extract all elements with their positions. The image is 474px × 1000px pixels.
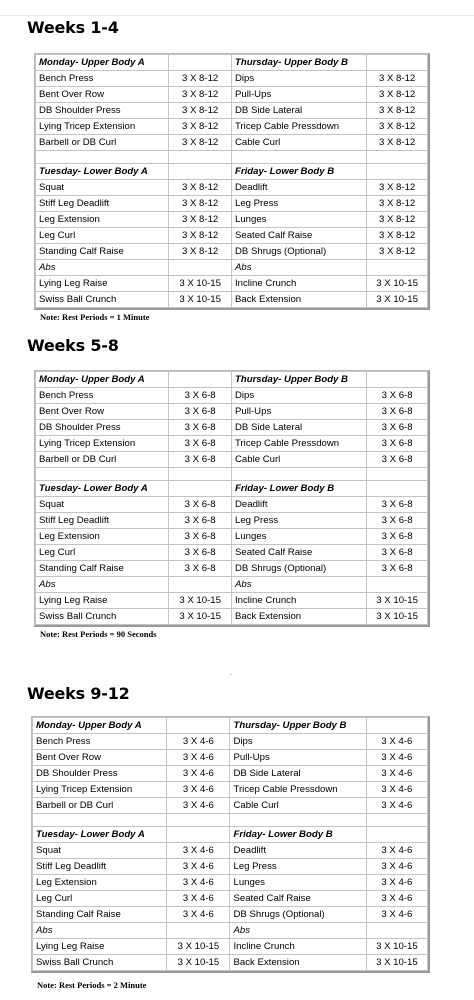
exercise-name: DB Shoulder Press bbox=[36, 420, 169, 436]
sets-reps: 3 X 6-8 bbox=[367, 452, 428, 468]
exercise-name: Barbell or DB Curl bbox=[36, 135, 169, 151]
exercise-name: Barbell or DB Curl bbox=[33, 798, 167, 814]
workout-table bbox=[34, 370, 430, 627]
day-header: Thursday- Upper Body B bbox=[230, 718, 366, 734]
exercise-name: Lunges bbox=[231, 212, 366, 228]
day-header: Thursday- Upper Body B bbox=[231, 372, 366, 388]
day-header: Monday- Upper Body A bbox=[36, 372, 169, 388]
separator-row bbox=[33, 814, 428, 827]
day-header: Monday- Upper Body A bbox=[33, 718, 167, 734]
sets-reps: 3 X 8-12 bbox=[169, 244, 232, 260]
rest-note: Note: Rest Periods = 2 Minute bbox=[37, 980, 147, 990]
day-header: Tuesday- Lower Body A bbox=[33, 827, 167, 843]
sets-reps: 3 X 6-8 bbox=[367, 513, 428, 529]
exercise-row bbox=[33, 859, 428, 875]
exercise-name: Tricep Cable Pressdown bbox=[231, 436, 366, 452]
sets-reps: 3 X 6-8 bbox=[169, 497, 232, 513]
exercise-name: DB Shoulder Press bbox=[36, 103, 169, 119]
exercise-name: Dips bbox=[231, 388, 366, 404]
sets-reps: 3 X 6-8 bbox=[169, 529, 232, 545]
sets-reps: 3 X 10-15 bbox=[167, 939, 230, 955]
sets-reps: 3 X 8-12 bbox=[367, 87, 428, 103]
sets-reps: 3 X 4-6 bbox=[366, 734, 427, 750]
exercise-row bbox=[36, 545, 428, 561]
exercise-row bbox=[36, 212, 428, 228]
separator-row bbox=[36, 468, 428, 481]
exercise-name: Lying Leg Raise bbox=[36, 593, 169, 609]
exercise-row bbox=[36, 497, 428, 513]
sets-reps: 3 X 8-12 bbox=[169, 180, 232, 196]
exercise-name: Lying Tricep Extension bbox=[36, 119, 169, 135]
day-header-row bbox=[36, 481, 428, 497]
sets-reps: 3 X 6-8 bbox=[367, 436, 428, 452]
exercise-name: Leg Extension bbox=[36, 212, 169, 228]
exercise-name: Bent Over Row bbox=[36, 87, 169, 103]
empty-cell bbox=[231, 468, 366, 481]
abs-label-row bbox=[36, 577, 428, 593]
day-header: Friday- Lower Body B bbox=[231, 481, 366, 497]
exercise-row bbox=[36, 561, 428, 577]
day-header: Tuesday- Lower Body A bbox=[36, 481, 169, 497]
exercise-table bbox=[32, 717, 428, 971]
exercise-row bbox=[36, 404, 428, 420]
phase-title: Weeks 5-8 bbox=[27, 336, 119, 355]
exercise-name: Barbell or DB Curl bbox=[36, 452, 169, 468]
sets-reps: 3 X 4-6 bbox=[167, 750, 230, 766]
exercise-row bbox=[33, 798, 428, 814]
exercise-row bbox=[33, 939, 428, 955]
exercise-row bbox=[36, 529, 428, 545]
exercise-name: Cable Curl bbox=[231, 452, 366, 468]
sets-reps: 3 X 6-8 bbox=[169, 420, 232, 436]
exercise-name: DB Shrugs (Optional) bbox=[231, 561, 366, 577]
exercise-name: Lying Leg Raise bbox=[36, 276, 169, 292]
rest-note: Note: Rest Periods = 90 Seconds bbox=[40, 629, 157, 639]
exercise-row bbox=[36, 71, 428, 87]
exercise-name: Cable Curl bbox=[231, 135, 366, 151]
sets-reps: 3 X 4-6 bbox=[167, 891, 230, 907]
exercise-name: Incline Crunch bbox=[230, 939, 366, 955]
empty-cell bbox=[169, 260, 232, 276]
exercise-row bbox=[36, 135, 428, 151]
sets-reps: 3 X 6-8 bbox=[367, 545, 428, 561]
sets-reps: 3 X 8-12 bbox=[367, 71, 428, 87]
empty-cell bbox=[33, 814, 167, 827]
exercise-row bbox=[36, 436, 428, 452]
day-header: Friday- Lower Body B bbox=[230, 827, 366, 843]
exercise-name: DB Shoulder Press bbox=[33, 766, 167, 782]
empty-cell bbox=[367, 468, 428, 481]
sets-reps: 3 X 4-6 bbox=[167, 907, 230, 923]
sets-reps: 3 X 10-15 bbox=[167, 955, 230, 971]
exercise-name: Dips bbox=[231, 71, 366, 87]
exercise-name: Stiff Leg Deadlift bbox=[36, 196, 169, 212]
empty-cell bbox=[367, 481, 428, 497]
abs-label: Abs bbox=[231, 577, 366, 593]
empty-cell bbox=[169, 55, 232, 71]
exercise-row bbox=[33, 766, 428, 782]
exercise-row bbox=[36, 513, 428, 529]
top-divider bbox=[0, 15, 474, 16]
sets-reps: 3 X 4-6 bbox=[366, 891, 427, 907]
exercise-row bbox=[36, 119, 428, 135]
empty-cell bbox=[169, 577, 232, 593]
sets-reps: 3 X 4-6 bbox=[366, 859, 427, 875]
exercise-name: Seated Calf Raise bbox=[231, 545, 366, 561]
day-header: Friday- Lower Body B bbox=[231, 164, 366, 180]
exercise-name: Lunges bbox=[231, 529, 366, 545]
exercise-name: Pull-Ups bbox=[230, 750, 366, 766]
sets-reps: 3 X 10-15 bbox=[169, 276, 232, 292]
exercise-name: Swiss Ball Crunch bbox=[36, 609, 169, 625]
exercise-name: Pull-Ups bbox=[231, 404, 366, 420]
sets-reps: 3 X 6-8 bbox=[169, 388, 232, 404]
sets-reps: 3 X 8-12 bbox=[367, 135, 428, 151]
exercise-name: Leg Press bbox=[230, 859, 366, 875]
exercise-row bbox=[36, 196, 428, 212]
exercise-name: Cable Curl bbox=[230, 798, 366, 814]
exercise-name: Leg Curl bbox=[36, 545, 169, 561]
empty-cell bbox=[367, 260, 428, 276]
exercise-name: Seated Calf Raise bbox=[231, 228, 366, 244]
day-header: Tuesday- Lower Body A bbox=[36, 164, 169, 180]
sets-reps: 3 X 10-15 bbox=[367, 609, 428, 625]
stray-mark: . bbox=[230, 668, 233, 677]
sets-reps: 3 X 8-12 bbox=[367, 103, 428, 119]
exercise-name: Deadlift bbox=[230, 843, 366, 859]
phase-title: Weeks 1-4 bbox=[27, 18, 119, 37]
exercise-row bbox=[36, 452, 428, 468]
exercise-row bbox=[33, 843, 428, 859]
exercise-name: Pull-Ups bbox=[231, 87, 366, 103]
sets-reps: 3 X 8-12 bbox=[367, 119, 428, 135]
day-header-row bbox=[36, 372, 428, 388]
sets-reps: 3 X 8-12 bbox=[169, 119, 232, 135]
abs-label: Abs bbox=[230, 923, 366, 939]
sets-reps: 3 X 4-6 bbox=[167, 734, 230, 750]
exercise-name: Lying Leg Raise bbox=[33, 939, 167, 955]
exercise-name: DB Shrugs (Optional) bbox=[231, 244, 366, 260]
exercise-name: Bench Press bbox=[33, 734, 167, 750]
exercise-name: Standing Calf Raise bbox=[36, 561, 169, 577]
exercise-name: Leg Extension bbox=[33, 875, 167, 891]
sets-reps: 3 X 4-6 bbox=[366, 843, 427, 859]
sets-reps: 3 X 8-12 bbox=[169, 228, 232, 244]
sets-reps: 3 X 10-15 bbox=[367, 276, 428, 292]
empty-cell bbox=[169, 372, 232, 388]
exercise-row bbox=[33, 907, 428, 923]
exercise-row bbox=[36, 420, 428, 436]
sets-reps: 3 X 6-8 bbox=[169, 404, 232, 420]
empty-cell bbox=[169, 481, 232, 497]
exercise-row bbox=[36, 180, 428, 196]
sets-reps: 3 X 4-6 bbox=[167, 875, 230, 891]
exercise-name: Squat bbox=[36, 497, 169, 513]
empty-cell bbox=[169, 151, 232, 164]
exercise-row bbox=[36, 593, 428, 609]
sets-reps: 3 X 10-15 bbox=[367, 593, 428, 609]
sets-reps: 3 X 6-8 bbox=[367, 420, 428, 436]
sets-reps: 3 X 10-15 bbox=[169, 292, 232, 308]
sets-reps: 3 X 8-12 bbox=[367, 180, 428, 196]
sets-reps: 3 X 8-12 bbox=[169, 103, 232, 119]
day-header: Monday- Upper Body A bbox=[36, 55, 169, 71]
exercise-name: Tricep Cable Pressdown bbox=[230, 782, 366, 798]
empty-cell bbox=[167, 814, 230, 827]
exercise-name: Incline Crunch bbox=[231, 276, 366, 292]
exercise-row bbox=[33, 782, 428, 798]
rest-note: Note: Rest Periods = 1 Minute bbox=[40, 312, 150, 322]
sets-reps: 3 X 6-8 bbox=[367, 388, 428, 404]
exercise-name: DB Shrugs (Optional) bbox=[230, 907, 366, 923]
exercise-name: Squat bbox=[36, 180, 169, 196]
empty-cell bbox=[169, 468, 232, 481]
sets-reps: 3 X 6-8 bbox=[169, 452, 232, 468]
exercise-name: Lying Tricep Extension bbox=[36, 436, 169, 452]
exercise-name: Swiss Ball Crunch bbox=[36, 292, 169, 308]
empty-cell bbox=[167, 923, 230, 939]
exercise-name: Standing Calf Raise bbox=[33, 907, 167, 923]
sets-reps: 3 X 4-6 bbox=[167, 859, 230, 875]
sets-reps: 3 X 8-12 bbox=[367, 228, 428, 244]
exercise-name: Leg Press bbox=[231, 196, 366, 212]
sets-reps: 3 X 4-6 bbox=[167, 782, 230, 798]
sets-reps: 3 X 6-8 bbox=[169, 561, 232, 577]
empty-cell bbox=[366, 718, 427, 734]
exercise-table bbox=[35, 371, 428, 625]
exercise-name: Bench Press bbox=[36, 388, 169, 404]
sets-reps: 3 X 8-12 bbox=[169, 87, 232, 103]
sets-reps: 3 X 4-6 bbox=[366, 750, 427, 766]
sets-reps: 3 X 6-8 bbox=[367, 404, 428, 420]
day-header: Thursday- Upper Body B bbox=[231, 55, 366, 71]
empty-cell bbox=[169, 164, 232, 180]
day-header-row bbox=[33, 718, 428, 734]
exercise-row bbox=[36, 103, 428, 119]
exercise-name: DB Side Lateral bbox=[231, 420, 366, 436]
sets-reps: 3 X 4-6 bbox=[366, 875, 427, 891]
sets-reps: 3 X 10-15 bbox=[367, 292, 428, 308]
empty-cell bbox=[167, 827, 230, 843]
abs-label: Abs bbox=[36, 577, 169, 593]
sets-reps: 3 X 10-15 bbox=[366, 939, 427, 955]
sets-reps: 3 X 8-12 bbox=[367, 244, 428, 260]
empty-cell bbox=[36, 468, 169, 481]
empty-cell bbox=[167, 718, 230, 734]
exercise-row bbox=[36, 276, 428, 292]
exercise-name: Tricep Cable Pressdown bbox=[231, 119, 366, 135]
empty-cell bbox=[367, 151, 428, 164]
exercise-name: Deadlift bbox=[231, 180, 366, 196]
empty-cell bbox=[366, 814, 427, 827]
abs-label-row bbox=[36, 260, 428, 276]
exercise-row bbox=[33, 955, 428, 971]
exercise-name: Deadlift bbox=[231, 497, 366, 513]
day-header-row bbox=[33, 827, 428, 843]
empty-cell bbox=[366, 827, 427, 843]
empty-cell bbox=[367, 164, 428, 180]
exercise-row bbox=[33, 734, 428, 750]
sets-reps: 3 X 6-8 bbox=[169, 436, 232, 452]
sets-reps: 3 X 8-12 bbox=[169, 71, 232, 87]
empty-cell bbox=[36, 151, 169, 164]
sets-reps: 3 X 8-12 bbox=[367, 196, 428, 212]
exercise-name: Stiff Leg Deadlift bbox=[36, 513, 169, 529]
sets-reps: 3 X 4-6 bbox=[167, 843, 230, 859]
sets-reps: 3 X 8-12 bbox=[169, 196, 232, 212]
exercise-name: Leg Curl bbox=[36, 228, 169, 244]
day-header-row bbox=[36, 164, 428, 180]
empty-cell bbox=[231, 151, 366, 164]
exercise-row bbox=[36, 244, 428, 260]
sets-reps: 3 X 6-8 bbox=[169, 513, 232, 529]
exercise-name: Seated Calf Raise bbox=[230, 891, 366, 907]
exercise-name: Squat bbox=[33, 843, 167, 859]
exercise-table bbox=[35, 54, 428, 308]
empty-cell bbox=[230, 814, 366, 827]
exercise-name: Leg Press bbox=[231, 513, 366, 529]
exercise-row bbox=[33, 875, 428, 891]
sets-reps: 3 X 8-12 bbox=[169, 135, 232, 151]
exercise-name: Bent Over Row bbox=[33, 750, 167, 766]
workout-table bbox=[34, 53, 430, 310]
sets-reps: 3 X 6-8 bbox=[169, 545, 232, 561]
sets-reps: 3 X 10-15 bbox=[366, 955, 427, 971]
sets-reps: 3 X 4-6 bbox=[366, 798, 427, 814]
exercise-name: Dips bbox=[230, 734, 366, 750]
sets-reps: 3 X 4-6 bbox=[366, 766, 427, 782]
abs-label-row bbox=[33, 923, 428, 939]
exercise-row bbox=[36, 228, 428, 244]
exercise-name: DB Side Lateral bbox=[230, 766, 366, 782]
sets-reps: 3 X 10-15 bbox=[169, 593, 232, 609]
sets-reps: 3 X 8-12 bbox=[169, 212, 232, 228]
exercise-name: DB Side Lateral bbox=[231, 103, 366, 119]
exercise-row bbox=[33, 750, 428, 766]
sets-reps: 3 X 10-15 bbox=[169, 609, 232, 625]
empty-cell bbox=[367, 577, 428, 593]
abs-label: Abs bbox=[231, 260, 366, 276]
day-header-row bbox=[36, 55, 428, 71]
abs-label: Abs bbox=[33, 923, 167, 939]
exercise-name: Stiff Leg Deadlift bbox=[33, 859, 167, 875]
exercise-name: Lunges bbox=[230, 875, 366, 891]
exercise-name: Bench Press bbox=[36, 71, 169, 87]
exercise-row bbox=[36, 87, 428, 103]
empty-cell bbox=[367, 55, 428, 71]
sets-reps: 3 X 4-6 bbox=[366, 782, 427, 798]
exercise-name: Incline Crunch bbox=[231, 593, 366, 609]
exercise-row bbox=[33, 891, 428, 907]
empty-cell bbox=[367, 372, 428, 388]
exercise-row bbox=[36, 292, 428, 308]
empty-cell bbox=[366, 923, 427, 939]
sets-reps: 3 X 6-8 bbox=[367, 529, 428, 545]
exercise-row bbox=[36, 609, 428, 625]
sets-reps: 3 X 4-6 bbox=[366, 907, 427, 923]
sets-reps: 3 X 4-6 bbox=[167, 766, 230, 782]
exercise-name: Lying Tricep Extension bbox=[33, 782, 167, 798]
sets-reps: 3 X 8-12 bbox=[367, 212, 428, 228]
exercise-row bbox=[36, 388, 428, 404]
workout-table bbox=[31, 716, 430, 973]
abs-label: Abs bbox=[36, 260, 169, 276]
exercise-name: Leg Extension bbox=[36, 529, 169, 545]
sets-reps: 3 X 6-8 bbox=[367, 497, 428, 513]
exercise-name: Back Extension bbox=[230, 955, 366, 971]
sets-reps: 3 X 6-8 bbox=[367, 561, 428, 577]
phase-title: Weeks 9-12 bbox=[27, 684, 130, 703]
exercise-name: Bent Over Row bbox=[36, 404, 169, 420]
exercise-name: Back Extension bbox=[231, 292, 366, 308]
exercise-name: Back Extension bbox=[231, 609, 366, 625]
exercise-name: Standing Calf Raise bbox=[36, 244, 169, 260]
exercise-name: Leg Curl bbox=[33, 891, 167, 907]
separator-row bbox=[36, 151, 428, 164]
sets-reps: 3 X 4-6 bbox=[167, 798, 230, 814]
exercise-name: Swiss Ball Crunch bbox=[33, 955, 167, 971]
